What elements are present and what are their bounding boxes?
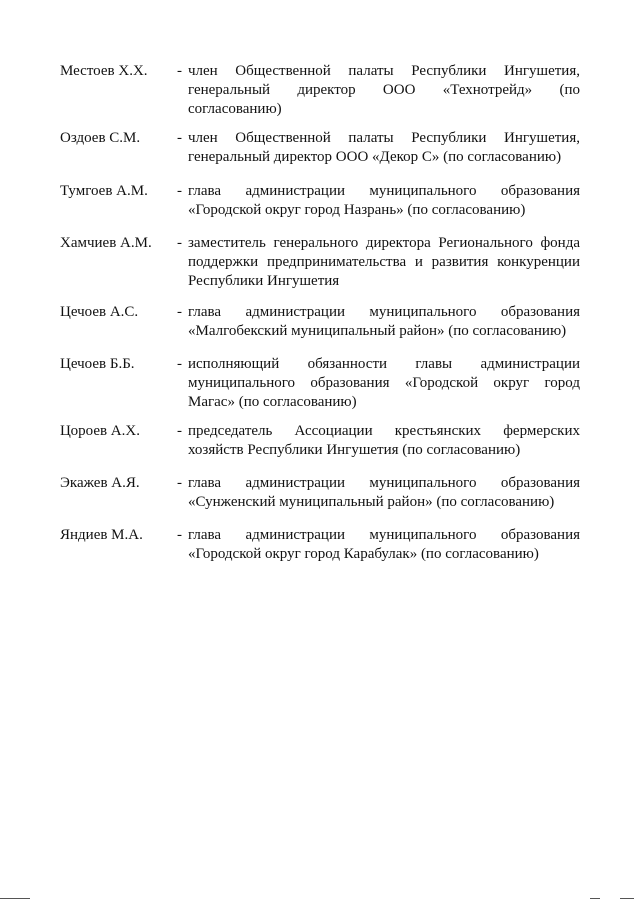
dash-separator: -	[177, 356, 182, 372]
description-line: «Сунженский муниципальный район» (по согласованию)	[188, 494, 555, 510]
dash-separator: -	[177, 130, 182, 146]
description-line: поддержки предпринимательства и развития конкуренции	[188, 254, 580, 270]
scan-artifact	[620, 898, 634, 899]
person-name: Оздоев С.М.	[60, 130, 141, 146]
person-description	[188, 234, 580, 291]
person-name: Цечоев Б.Б.	[60, 356, 135, 372]
person-name: Экажев А.Я.	[60, 475, 140, 491]
description-line: Магас» (по согласованию)	[188, 394, 357, 410]
description-line: председатель Ассоциации крестьянских фермерских	[188, 423, 580, 439]
person-description	[188, 474, 580, 512]
dash-separator: -	[177, 235, 182, 251]
description-line: «Городской округ город Карабулак» (по согласованию)	[188, 546, 539, 562]
dash-separator: -	[177, 423, 182, 439]
description-line: «Малгобекский муниципальный район» (по согласованию)	[188, 323, 567, 339]
person-description	[188, 62, 580, 119]
description-line: согласованию)	[188, 101, 282, 117]
description-line: член Общественной палаты Республики Ингушетия,	[188, 63, 580, 79]
description-line: Республики Ингушетия	[188, 273, 340, 289]
person-description	[188, 182, 580, 220]
dash-separator: -	[177, 183, 182, 199]
description-line: «Городской округ город Назрань» (по согласованию)	[188, 202, 526, 218]
person-name: Местоев Х.Х.	[60, 63, 148, 79]
description-line: глава администрации муниципального образования	[188, 183, 580, 199]
description-line: генеральный директор ООО «Технотрейд» (по	[188, 82, 580, 98]
person-name: Яндиев М.А.	[60, 527, 143, 543]
description-line: глава администрации муниципального образования	[188, 304, 580, 320]
description-line: глава администрации муниципального образования	[188, 475, 580, 491]
person-name: Тумгоев А.М.	[60, 183, 148, 199]
description-line: член Общественной палаты Республики Ингушетия,	[188, 130, 580, 146]
person-name: Цечоев А.С.	[60, 304, 139, 320]
description-line: заместитель генерального директора Регионального фонда	[188, 235, 580, 251]
description-line: глава администрации муниципального образования	[188, 527, 580, 543]
dash-separator: -	[177, 475, 182, 491]
scan-artifact	[0, 898, 30, 899]
description-line: хозяйств Республики Ингушетия (по согласованию)	[188, 442, 521, 458]
person-description	[188, 303, 580, 341]
description-line: муниципального образования «Городской округ город	[188, 375, 580, 391]
person-description	[188, 355, 580, 412]
person-description	[188, 129, 580, 167]
person-name: Хамчиев А.М.	[60, 235, 152, 251]
person-name: Цороев А.Х.	[60, 423, 140, 439]
dash-separator: -	[177, 304, 182, 320]
dash-separator: -	[177, 63, 182, 79]
dash-separator: -	[177, 527, 182, 543]
description-line: исполняющий обязанности главы администрации	[188, 356, 580, 372]
description-line: генеральный директор ООО «Декор С» (по согласованию)	[188, 149, 562, 165]
person-description	[188, 422, 580, 460]
person-description	[188, 526, 580, 564]
scan-artifact	[590, 898, 600, 899]
